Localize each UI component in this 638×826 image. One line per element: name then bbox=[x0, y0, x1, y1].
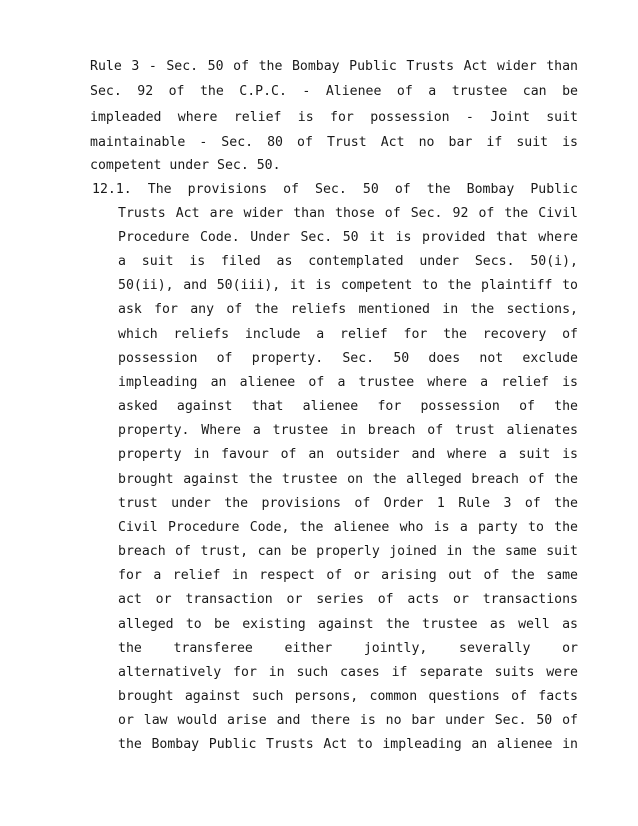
paragraph-line: possession of property. Sec. 50 does not exclude bbox=[118, 351, 578, 366]
heading-line: Rule 3 - Sec. 50 of the Bombay Public Trusts Act wider than bbox=[90, 59, 578, 74]
paragraph-line: a suit is filed as contemplated under Secs. 50(i), bbox=[118, 254, 578, 269]
paragraph-line: asked against that alienee for possession of the bbox=[118, 399, 578, 414]
paragraph-line: Trusts Act are wider than those of Sec. 92 of the Civil bbox=[118, 206, 578, 221]
paragraph-line: or law would arise and there is no bar under Sec. 50 of bbox=[118, 713, 578, 728]
heading-line: competent under Sec. 50. bbox=[90, 158, 281, 173]
paragraph-line: property in favour of an outsider and where a suit is bbox=[118, 447, 578, 462]
paragraph-line: impleading an alienee of a trustee where a relief is bbox=[118, 375, 578, 390]
heading-line: maintainable - Sec. 80 of Trust Act no bar if suit is bbox=[90, 135, 578, 150]
paragraph-line: alternatively for in such cases if separate suits were bbox=[118, 665, 578, 680]
paragraph-line: which reliefs include a relief for the recovery of bbox=[118, 327, 578, 342]
paragraph-line: the transferee either jointly, severally or bbox=[118, 641, 578, 656]
paragraph-line: Civil Procedure Code, the alienee who is a party to the bbox=[118, 520, 578, 535]
paragraph-line: alleged to be existing against the trustee as well as bbox=[118, 617, 578, 632]
paragraph-line: for a relief in respect of or arising out of the same bbox=[118, 568, 578, 583]
paragraph-line: 50(ii), and 50(iii), it is competent to the plaintiff to bbox=[118, 278, 578, 293]
paragraph-line: the Bombay Public Trusts Act to impleading an alienee in bbox=[118, 737, 578, 752]
paragraph-line: 12.1. The provisions of Sec. 50 of the Bombay Public bbox=[92, 182, 578, 197]
paragraph-line: act or transaction or series of acts or transactions bbox=[118, 592, 578, 607]
paragraph-line: property. Where a trustee in breach of trust alienates bbox=[118, 423, 578, 438]
paragraph-line: Procedure Code. Under Sec. 50 it is provided that where bbox=[118, 230, 578, 245]
paragraph-line: trust under the provisions of Order 1 Rule 3 of the bbox=[118, 496, 578, 511]
paragraph-line: breach of trust, can be properly joined in the same suit bbox=[118, 544, 578, 559]
paragraph-line: ask for any of the reliefs mentioned in the sections, bbox=[118, 302, 578, 317]
heading-line: impleaded where relief is for possession - Joint suit bbox=[90, 110, 578, 125]
heading-line: Sec. 92 of the C.P.C. - Alienee of a trustee can be bbox=[90, 84, 578, 99]
paragraph-line: brought against the trustee on the alleged breach of the bbox=[118, 472, 578, 487]
paragraph-line: brought against such persons, common questions of facts bbox=[118, 689, 578, 704]
